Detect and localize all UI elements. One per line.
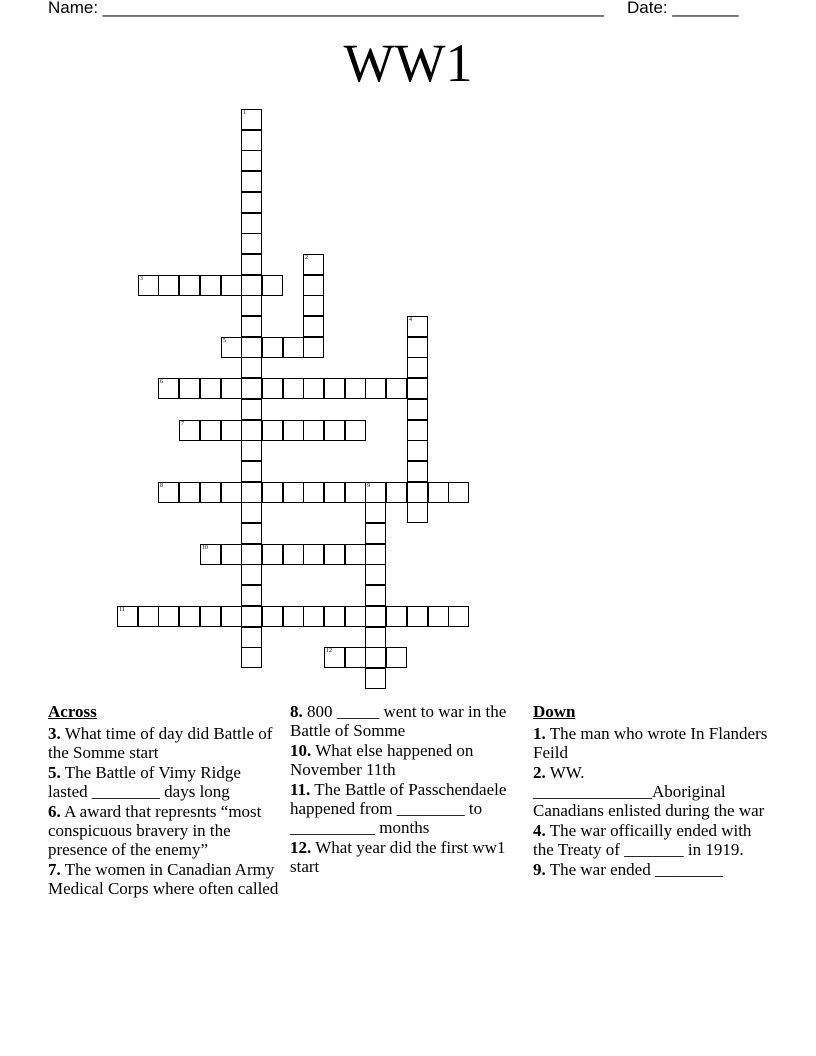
clue-item-number: 8. (290, 702, 303, 721)
clue-item-number: 5. (48, 763, 61, 782)
crossword-cell[interactable] (221, 544, 242, 565)
crossword-cell[interactable] (241, 150, 262, 171)
crossword-cell[interactable] (241, 585, 262, 606)
crossword-cell[interactable] (345, 647, 366, 668)
clue-item-number: 4. (533, 821, 546, 840)
clue-item-text: A award that represnts “most conspicuous bravery in the presence of the enemy” (48, 802, 262, 859)
crossword-cell[interactable] (283, 482, 304, 503)
crossword-cell[interactable] (241, 482, 262, 503)
crossword-cell[interactable] (221, 482, 242, 503)
crossword-cell[interactable] (386, 482, 407, 503)
crossword-cell[interactable] (303, 254, 324, 275)
crossword-cell[interactable] (241, 440, 262, 461)
crossword-cell[interactable] (303, 275, 324, 296)
clues-heading: Down (533, 702, 576, 721)
crossword-cell[interactable] (365, 378, 386, 399)
crossword-cell[interactable] (303, 378, 324, 399)
crossword-cell[interactable] (448, 482, 469, 503)
clues-heading: Across (48, 702, 97, 721)
crossword-cell[interactable] (221, 275, 242, 296)
clue-item-text: The women in Canadian Army Medical Corps where often called (48, 860, 279, 898)
crossword-cell[interactable] (407, 502, 428, 523)
crossword-cell[interactable] (241, 171, 262, 192)
crossword-cell[interactable] (407, 357, 428, 378)
crossword-cell[interactable] (365, 564, 386, 585)
crossword-cell[interactable] (407, 606, 428, 627)
crossword-cell[interactable] (407, 440, 428, 461)
crossword-cell[interactable] (241, 378, 262, 399)
clue-number: 2 (305, 255, 308, 261)
crossword-cell[interactable] (241, 420, 262, 441)
crossword-cell[interactable] (324, 378, 345, 399)
crossword-cell[interactable] (303, 316, 324, 337)
crossword-cell[interactable] (241, 233, 262, 254)
clue-item (533, 763, 773, 820)
clue-number: 1 (243, 110, 246, 116)
crossword-cell[interactable] (117, 606, 138, 627)
crossword-cell[interactable] (365, 502, 386, 523)
crossword-cell[interactable] (158, 482, 179, 503)
clue-item-text: WW. ______________Aboriginal Canadians enlisted during the war (533, 763, 765, 820)
clue-item (48, 724, 284, 762)
clue-item-number: 1. (533, 724, 546, 743)
crossword-cell[interactable] (303, 544, 324, 565)
crossword-cell[interactable] (138, 275, 159, 296)
crossword-cell[interactable] (283, 606, 304, 627)
crossword-cell[interactable] (303, 295, 324, 316)
clue-number: 11 (119, 607, 125, 613)
crossword-cell[interactable] (324, 647, 345, 668)
clue-item-number: 11. (290, 780, 311, 799)
crossword-cell[interactable] (324, 420, 345, 441)
crossword-cell[interactable] (241, 192, 262, 213)
crossword-cell[interactable] (241, 647, 262, 668)
crossword-cell[interactable] (428, 606, 449, 627)
crossword-cell[interactable] (262, 378, 283, 399)
crossword-cell[interactable] (365, 606, 386, 627)
crossword-cell[interactable] (221, 606, 242, 627)
clue-item-number: 3. (48, 724, 61, 743)
clue-number: 7 (181, 421, 184, 427)
crossword-cell[interactable] (365, 482, 386, 503)
crossword-cell[interactable] (407, 482, 428, 503)
clue-item (533, 724, 773, 762)
crossword-cell[interactable] (221, 420, 242, 441)
clues-column-3 (533, 702, 773, 880)
crossword-cell[interactable] (324, 606, 345, 627)
crossword-cell[interactable] (241, 461, 262, 482)
name-field-line: Name: _____________________________________________________ (48, 0, 604, 17)
crossword-cell[interactable] (262, 337, 283, 358)
crossword-cell[interactable] (283, 337, 304, 358)
crossword-cell[interactable] (241, 337, 262, 358)
crossword-cell[interactable] (365, 647, 386, 668)
clue-item-number: 9. (533, 860, 546, 879)
crossword-cell[interactable] (200, 544, 221, 565)
crossword-cell[interactable] (241, 606, 262, 627)
clue-item-number: 10. (290, 741, 312, 760)
crossword-cell[interactable] (262, 420, 283, 441)
clue-number: 3 (140, 276, 143, 282)
crossword-cell[interactable] (407, 399, 428, 420)
clue-number: 8 (160, 483, 163, 489)
crossword-cell[interactable] (241, 399, 262, 420)
clue-number: 6 (160, 379, 163, 385)
crossword-cell[interactable] (365, 627, 386, 648)
crossword-cell[interactable] (179, 420, 200, 441)
crossword-cell[interactable] (262, 606, 283, 627)
crossword-cell[interactable] (221, 337, 242, 358)
crossword-cell[interactable] (386, 378, 407, 399)
crossword-cell[interactable] (221, 378, 242, 399)
clue-number: 9 (367, 483, 370, 489)
crossword-cell[interactable] (241, 564, 262, 585)
crossword-cell[interactable] (365, 544, 386, 565)
clues-column-2 (290, 702, 510, 877)
clue-item-text: What else happened on November 11th (290, 741, 474, 779)
crossword-cell[interactable] (345, 544, 366, 565)
clue-item (290, 780, 510, 837)
clue-item (290, 838, 510, 876)
clue-item-number: 6. (48, 802, 61, 821)
clue-item-text: The Battle of Passchendaele happened from ________ to __________ months (290, 780, 507, 837)
crossword-cell[interactable] (407, 420, 428, 441)
crossword-cell[interactable] (200, 420, 221, 441)
clue-item-number: 2. (533, 763, 546, 782)
crossword-cell[interactable] (241, 130, 262, 151)
clue-item-text: What year did the first ww1 start (290, 838, 506, 876)
clue-item (48, 860, 284, 898)
clue-item (290, 741, 510, 779)
crossword-cell[interactable] (158, 378, 179, 399)
crossword-cell[interactable] (345, 420, 366, 441)
clues-column-1 (48, 702, 284, 899)
crossword-cell[interactable] (324, 544, 345, 565)
crossword-cell[interactable] (200, 606, 221, 627)
crossword-cell[interactable] (262, 544, 283, 565)
crossword-cell[interactable] (241, 544, 262, 565)
crossword-cell[interactable] (303, 420, 324, 441)
crossword-cell[interactable] (407, 316, 428, 337)
clue-number: 4 (409, 317, 412, 323)
crossword-cell[interactable] (303, 606, 324, 627)
crossword-cell[interactable] (158, 606, 179, 627)
crossword-cell[interactable] (241, 627, 262, 648)
clue-item-text: What time of day did Battle of the Somme start (48, 724, 273, 762)
crossword-cell[interactable] (303, 337, 324, 358)
crossword-cell[interactable] (200, 275, 221, 296)
clue-number: 12 (326, 648, 332, 654)
clue-number: 5 (223, 338, 226, 344)
crossword-cell[interactable] (407, 378, 428, 399)
clue-item (533, 821, 773, 859)
clue-item-text: 800 _____ went to war in the Battle of Somme (290, 702, 507, 740)
crossword-cell[interactable] (345, 378, 366, 399)
crossword-cell[interactable] (179, 482, 200, 503)
crossword-cell[interactable] (345, 482, 366, 503)
clue-item-text: The Battle of Vimy Ridge lasted ________ days long (48, 763, 241, 801)
crossword-cell[interactable] (283, 378, 304, 399)
clue-item-text: The war ended ________ (549, 860, 723, 879)
crossword-cell[interactable] (138, 606, 159, 627)
crossword-cell[interactable] (303, 482, 324, 503)
crossword-cell[interactable] (407, 337, 428, 358)
crossword-cell[interactable] (448, 606, 469, 627)
crossword-cell[interactable] (365, 585, 386, 606)
crossword-cell[interactable] (179, 275, 200, 296)
crossword-cell[interactable] (428, 482, 449, 503)
date-field-line: Date: _______ (627, 0, 739, 17)
crossword-cell[interactable] (241, 357, 262, 378)
clue-number: 10 (202, 545, 208, 551)
crossword-cell[interactable] (179, 378, 200, 399)
crossword-cell[interactable] (241, 254, 262, 275)
crossword-cell[interactable] (241, 109, 262, 130)
crossword-cell[interactable] (386, 647, 407, 668)
crossword-cell[interactable] (241, 213, 262, 234)
clue-item (48, 802, 284, 859)
crossword-cell[interactable] (200, 378, 221, 399)
crossword-cell[interactable] (262, 482, 283, 503)
crossword-cell[interactable] (324, 482, 345, 503)
clue-item-text: The man who wrote In Flanders Feild (533, 724, 768, 762)
crossword-cell[interactable] (241, 295, 262, 316)
crossword-cell[interactable] (241, 316, 262, 337)
clue-item (48, 763, 284, 801)
crossword-cell[interactable] (365, 523, 386, 544)
crossword-cell[interactable] (365, 668, 386, 689)
crossword-cell[interactable] (386, 606, 407, 627)
crossword-cell[interactable] (241, 275, 262, 296)
crossword-cell[interactable] (262, 275, 283, 296)
crossword-cell[interactable] (407, 461, 428, 482)
clue-item-number: 12. (290, 838, 312, 857)
crossword-cell[interactable] (283, 544, 304, 565)
clue-item (290, 702, 510, 740)
crossword-cell[interactable] (283, 420, 304, 441)
crossword-cell[interactable] (345, 606, 366, 627)
crossword-cell[interactable] (241, 502, 262, 523)
clue-item (533, 860, 773, 879)
crossword-cell[interactable] (200, 482, 221, 503)
clue-item-number: 7. (48, 860, 61, 879)
crossword-cell[interactable] (158, 275, 179, 296)
clue-item-text: The war officailly ended with the Treaty of _______ in 1919. (533, 821, 752, 859)
page-title: WW1 (343, 33, 473, 93)
crossword-cell[interactable] (179, 606, 200, 627)
crossword-cell[interactable] (241, 523, 262, 544)
